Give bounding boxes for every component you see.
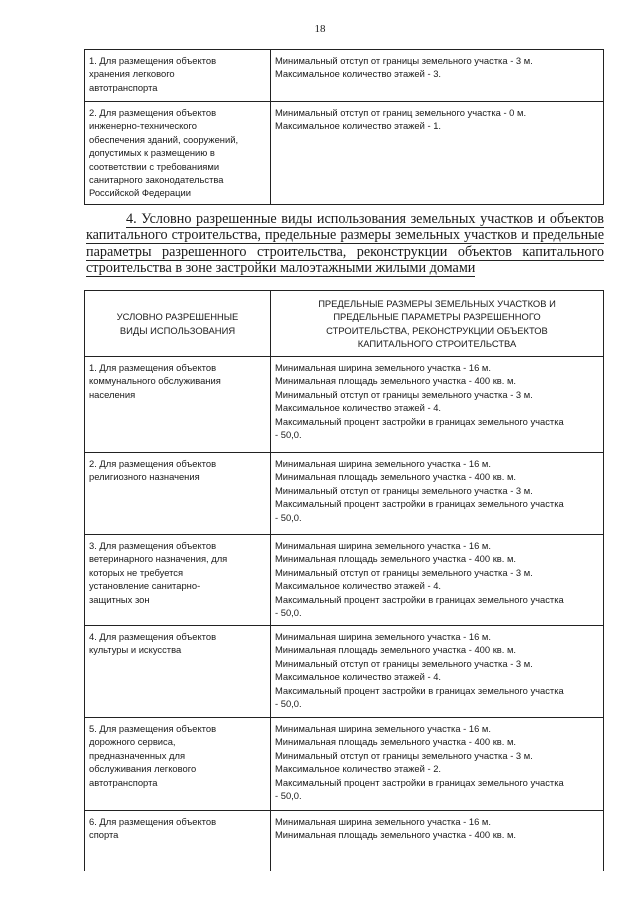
params-cell: Минимальная ширина земельного участка - 16 м. Минимальная площадь земельного участка - 400 кв. м. Минимальный отступ от границы земельного участка - 3 м. Максимальное количество этажей - 4. Максимальный процент застройки в границах земельного участка - 50,0.	[271, 535, 604, 626]
section-heading-text: 4. Условно разрешенные виды использования земельных участков и объектов капитального строительства, предельные размеры земельных участков и предельные параметры разрешенного строительства, реконструкции объектов капитального строительства в зоне застройки малоэтажными жилыми домами	[86, 211, 604, 277]
use-cell: 6. Для размещения объектов спорта	[85, 811, 271, 871]
use-cell: 2. Для размещения объектов инженерно-технического обеспечения зданий, сооружений, допустимых к размещению в соответствии с требованиями санитарного законодательства Российской Федерации	[85, 102, 271, 205]
use-cell: 1. Для размещения объектов коммунального обслуживания населения	[85, 357, 271, 453]
page-number: 18	[314, 23, 326, 35]
column-header-params: ПРЕДЕЛЬНЫЕ РАЗМЕРЫ ЗЕМЕЛЬНЫХ УЧАСТКОВ И ПРЕДЕЛЬНЫЕ ПАРАМЕТРЫ РАЗРЕШЕННОГО СТРОИТЕЛЬСТВА, РЕКОНСТРУКЦИИ ОБЪЕКТОВ КАПИТАЛЬНОГО СТРОИТЕЛЬСТВА	[271, 291, 604, 357]
params-cell: Минимальный отступ от границы земельного участка - 3 м. Максимальное количество этажей - 3.	[271, 50, 604, 102]
table-row	[85, 811, 604, 871]
params-cell: Минимальная ширина земельного участка - 16 м. Минимальная площадь земельного участка - 400 кв. м. Минимальный отступ от границы земельного участка - 3 м. Максимальное количество этажей - 2. Максимальный процент застройки в границах земельного участка - 50,0.	[271, 718, 604, 811]
restrictions-table-top	[84, 49, 604, 205]
use-cell: 3. Для размещения объектов ветеринарного назначения, для которых не требуется установление санитарно- защитных зон	[85, 535, 271, 626]
table-row	[85, 102, 604, 205]
table-row	[85, 535, 604, 626]
params-cell: Минимальная ширина земельного участка - 16 м. Минимальная площадь земельного участка - 400 кв. м. Минимальный отступ от границы земельного участка - 3 м. Максимальное количество этажей - 4. Максимальный процент застройки в границах земельного участка - 50,0.	[271, 357, 604, 453]
table-row	[85, 357, 604, 453]
table-header-row	[85, 291, 604, 357]
section-heading	[86, 211, 604, 277]
column-header-uses: УСЛОВНО РАЗРЕШЕННЫЕ ВИДЫ ИСПОЛЬЗОВАНИЯ	[85, 291, 271, 357]
use-cell: 1. Для размещения объектов хранения легкового автотранспорта	[85, 50, 271, 102]
table-row	[85, 50, 604, 102]
table-row	[85, 453, 604, 535]
params-cell: Минимальная ширина земельного участка - 16 м. Минимальная площадь земельного участка - 400 кв. м. Минимальный отступ от границы земельного участка - 3 м. Максимальный процент застройки в границах земельного участка - 50,0.	[271, 453, 604, 535]
use-cell: 4. Для размещения объектов культуры и искусства	[85, 626, 271, 718]
params-cell: Минимальный отступ от границ земельного участка - 0 м. Максимальное количество этажей - 1.	[271, 102, 604, 205]
conditional-uses-table	[84, 290, 604, 871]
table-row	[85, 626, 604, 718]
use-cell: 2. Для размещения объектов религиозного назначения	[85, 453, 271, 535]
params-cell: Минимальная ширина земельного участка - 16 м. Минимальная площадь земельного участка - 400 кв. м. Минимальный отступ от границы земельного участка - 3 м. Максимальное количество этажей - 4. Максимальный процент застройки в границах земельного участка - 50,0.	[271, 626, 604, 718]
params-cell: Минимальная ширина земельного участка - 16 м. Минимальная площадь земельного участка - 400 кв. м.	[271, 811, 604, 871]
use-cell: 5. Для размещения объектов дорожного сервиса, предназначенных для обслуживания легкового автотранспорта	[85, 718, 271, 811]
table-row	[85, 718, 604, 811]
